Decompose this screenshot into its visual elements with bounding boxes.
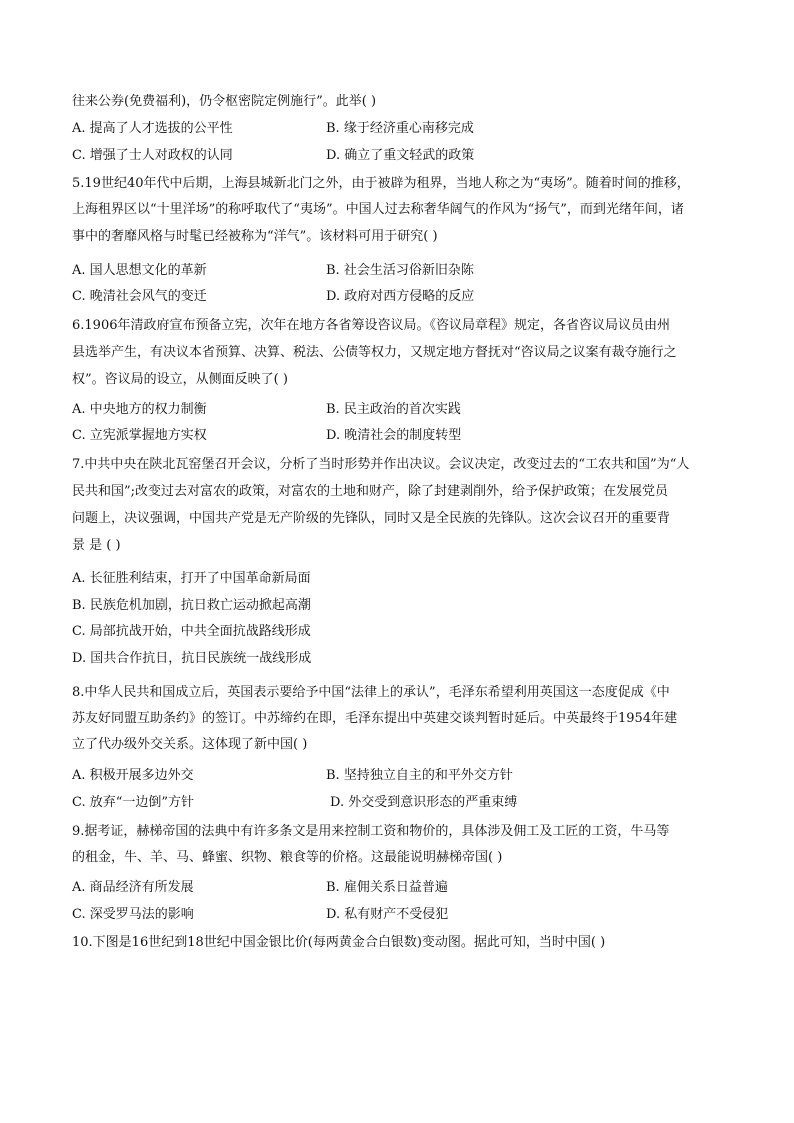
q7-option-c: C. 局部抗战开始，中共全面抗战路线形成 [72,624,311,639]
q4-option-d: D. 确立了重文轻武的政策 [326,148,475,163]
q9-option-d: D. 私有财产不受侵犯 [326,907,449,922]
q6-option-d: D. 晚清社会的制度转型 [326,428,462,443]
q10-stem-line-1: 10.下图是16世纪到18世纪中国金银比价(每两黄金合白银数)变动图。据此可知，当时中国( ) [72,935,606,950]
q7-stem-line-4: 景 是 ( ) [72,538,121,553]
q5-stem-line-3: 事中的奢靡风格与时髦已经被称为“洋气”。该材料可用于研究( ) [72,229,438,244]
q8-stem-line-2: 苏友好同盟互助条约》的签订。中苏缔约在即，毛泽东提出中英建交谈判暂时延后。中英最终于1954年建 [72,711,678,726]
q4-option-b: B. 缘于经济重心南移完成 [326,121,474,136]
q6-stem-line-1: 6.1906年清政府宣布预备立宪，次年在地方各省筹设咨议局。《咨议局章程》规定，各省咨议局议员由州 [72,318,670,333]
q8-option-d: D. 外交受到意识形态的严重束缚 [330,795,518,810]
q7-option-a: A. 长征胜利结束，打开了中国革命新局面 [72,571,311,586]
q4-option-a: A. 提高了人才选拔的公平性 [72,121,233,136]
q5-option-c: C. 晚清社会风气的变迁 [72,289,207,304]
q6-stem-line-3: 权”。咨议局的设立，从侧面反映了( ) [72,372,288,387]
q5-option-b: B. 社会生活习俗新旧杂陈 [326,263,474,278]
q6-stem-line-2: 县选举产生，有决议本省预算、决算、税法、公债等权力，又规定地方督抚对“咨议局之议案有裁夺施行之 [72,345,677,360]
q9-option-c: C. 深受罗马法的影响 [72,907,194,922]
q7-stem-line-3: 问题上，决议强调，中国共产党是无产阶级的先锋队，同时又是全民族的先锋队。这次会议召开的重要背 [72,511,671,526]
q6-option-c: C. 立宪派掌握地方实权 [72,428,207,443]
q5-option-d: D. 政府对西方侵略的反应 [326,289,475,304]
q7-stem-line-1: 7.中共中央在陕北瓦窑堡召开会议，分析了当时形势并作出决议。会议决定，改变过去的“工农共和国”为“人 [72,457,690,472]
q8-stem-line-1: 8.中华人民共和国成立后，英国表示要给予中国“法律上的承认”，毛泽东希望利用英国这一态度促成《中 [72,685,670,700]
q8-option-b: B. 坚持独立自主的和平外交方针 [326,768,513,783]
q5-option-a: A. 国人思想文化的革新 [72,263,207,278]
q6-option-a: A. 中央地方的权力制衡 [72,402,207,417]
q5-stem-line-2: 上海租界区以“十里洋场”的称呼取代了“夷场”。中国人过去称奢华阔气的作风为“扬气”，而到光绪年间，诸 [72,202,684,217]
q6-option-b: B. 民主政治的首次实践 [326,402,461,417]
q5-stem-line-1: 5.19世纪40年代中后期，上海县城新北门之外，由于被辟为租界，当地人称之为“夷场”。随着时间的推移， [72,176,690,191]
q7-option-b: B. 民族危机加剧，抗日救亡运动掀起高潮 [72,598,311,613]
q4-option-c: C. 增强了士人对政权的认同 [72,148,233,163]
q8-option-c: C. 放弃“一边倒”方针 [72,795,195,810]
q9-stem-line-1: 9.据考证，赫梯帝国的法典中有许多条文是用来控制工资和物价的，具体涉及佣工及工匠的工资，牛马等 [72,824,670,839]
q7-option-d: D. 国共合作抗日，抗日民族统一战线形成 [72,651,312,666]
q4-tail-line: 往来公券(免费福利)，仍令枢密院定例施行”。此举( ) [72,94,377,109]
q9-stem-line-2: 的租金，牛、羊、马、蜂蜜、织物、粮食等的价格。这最能说明赫梯帝国( ) [72,850,503,865]
q8-option-a: A. 积极开展多边外交 [72,768,194,783]
q8-stem-line-3: 立了代办级外交关系。这体现了新中国( ) [72,737,308,752]
q9-option-b: B. 雇佣关系日益普遍 [326,880,448,895]
q9-option-a: A. 商品经济有所发展 [72,880,194,895]
q7-stem-line-2: 民共和国”;改变过去对富农的政策，对富农的土地和财产，除了封建剥削外，给予保护政策；在发展党员 [72,484,669,499]
